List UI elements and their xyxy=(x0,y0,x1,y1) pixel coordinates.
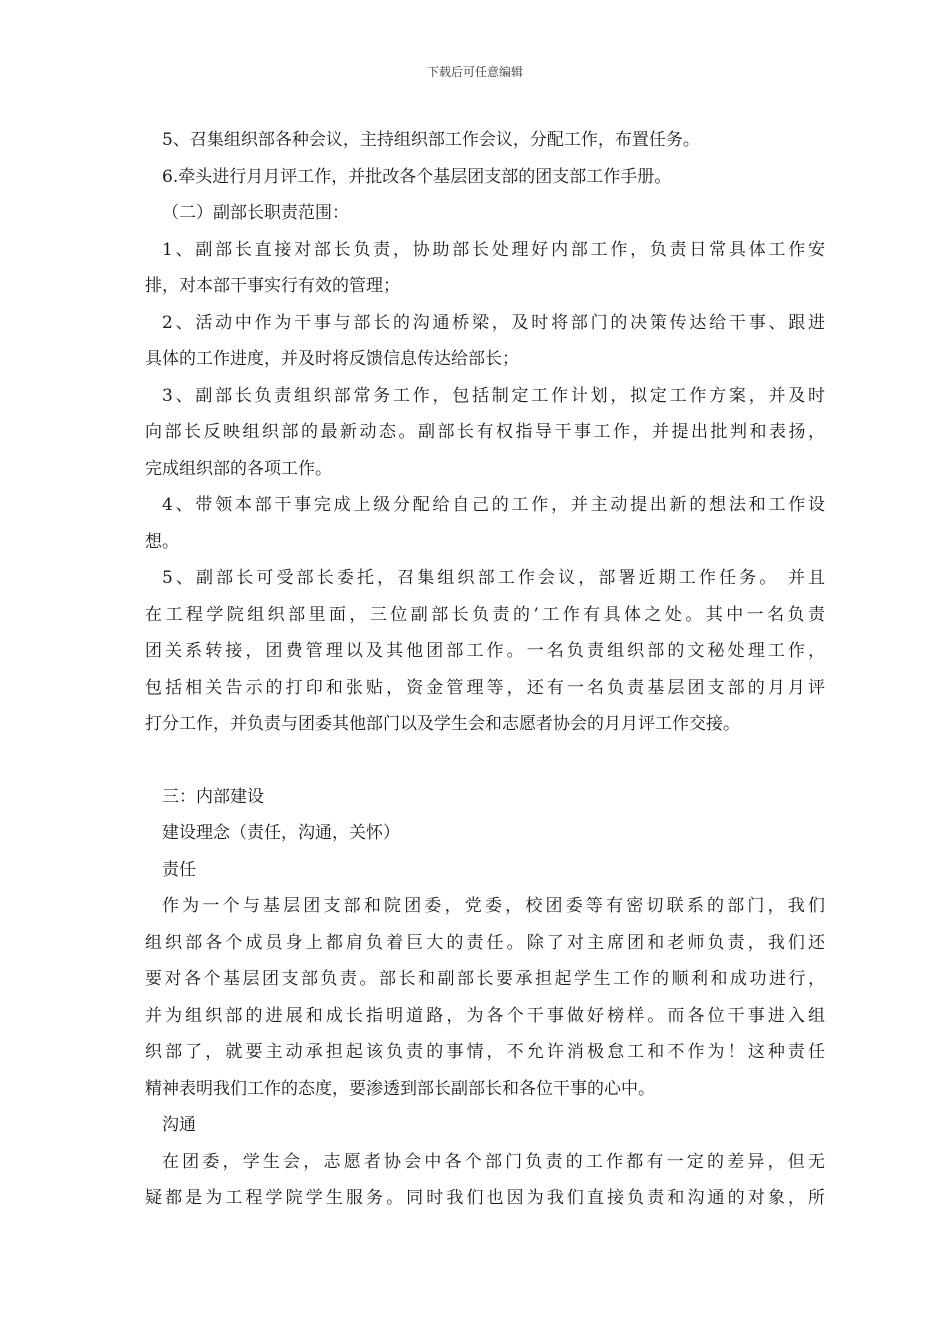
text-line: 具体的工作进度，并及时将反馈信息传达给部长； xyxy=(145,349,519,369)
paragraph-gap xyxy=(145,743,825,779)
page-header: 下载后可任意编辑 xyxy=(426,65,523,79)
text-line: 向部长反映组织部的最新动态。副部长有权指导干事工作，并提出批判和表扬， xyxy=(145,422,825,442)
text-line: 完成组织部的各项工作。 xyxy=(145,458,332,479)
text-line: 打分工作，并负责与团委其他部门以及学生会和志愿者协会的月月评工作交接。 xyxy=(145,714,740,734)
text-line: 包括相关告示的打印和张贴，资金管理等，还有一名负责基层团支部的月月评 xyxy=(145,677,825,698)
text-line: 团关系转接，团费管理以及其他团部工作。一名负责组织部的文秘处理工作， xyxy=(145,641,825,661)
text-line: 要对各个基层团支部负责。部长和副部长要承担起学生工作的顺利和成功进行， xyxy=(145,969,825,989)
text-line: 2、活动中作为干事与部长的沟通桥梁，及时将部门的决策传达给干事、跟进 xyxy=(162,312,825,333)
text-line: 排，对本部干事实行有效的管理； xyxy=(145,276,400,296)
text-line: 1、副部长直接对部长负责，协助部长处理好内部工作，负责日常具体工作安 xyxy=(162,239,825,260)
text-line: 4、带领本部干事完成上级分配给自己的工作，并主动提出新的想法和工作设 xyxy=(162,495,825,515)
text-line: 组织部各个成员身上都肩负着巨大的责任。除了对主席团和老师负责，我们还 xyxy=(145,932,825,953)
text-line: 5、召集组织部各种会议，主持组织部工作会议，分配工作，布置任务。 xyxy=(162,130,700,150)
text-line: 并为组织部的进展和成长指明道路，为各个干事做好榜样。而各位干事进入组 xyxy=(145,1005,825,1026)
text-line: 在工程学院组织部里面，三位副部长负责的’工作有具体之处。其中一名负责 xyxy=(145,604,825,625)
text-line: 织部了，就要主动承担起该负责的事情，不允许消极怠工和不作为！这种责任 xyxy=(145,1042,825,1062)
text-line: 6.牵头进行月月评工作，并批改各个基层团支部的团支部工作手册。 xyxy=(162,166,672,187)
text-line: 3、副部长负责组织部常务工作，包括制定工作计划，拟定工作方案，并及时 xyxy=(162,385,825,406)
text-line: 精神表明我们工作的态度，要渗透到部长副部长和各位干事的心中。 xyxy=(145,1078,655,1099)
text-line: （二）副部长职责范围： xyxy=(162,203,349,223)
document-body xyxy=(145,122,825,1217)
text-line: 在团委，学生会，志愿者协会中各个部门负责的工作都有一定的差异，但无 xyxy=(162,1151,825,1172)
text-line: 作为一个与基层团支部和院团委，党委，校团委等有密切联系的部门，我们 xyxy=(162,896,825,916)
text-line: 想。 xyxy=(145,531,179,552)
text-line: 5、副部长可受部长委托，召集组织部工作会议，部署近期工作任务。 并且 xyxy=(162,568,825,588)
text-line: 建设理念（责任，沟通，关怀） xyxy=(162,823,400,843)
text-line: 责任 xyxy=(162,859,196,880)
text-line: 疑都是为工程学院学生服务。同时我们也因为我们直接负责和沟通的对象，所 xyxy=(145,1188,825,1208)
text-line: 三：内部建设 xyxy=(162,786,264,807)
text-line: 沟通 xyxy=(162,1115,196,1135)
